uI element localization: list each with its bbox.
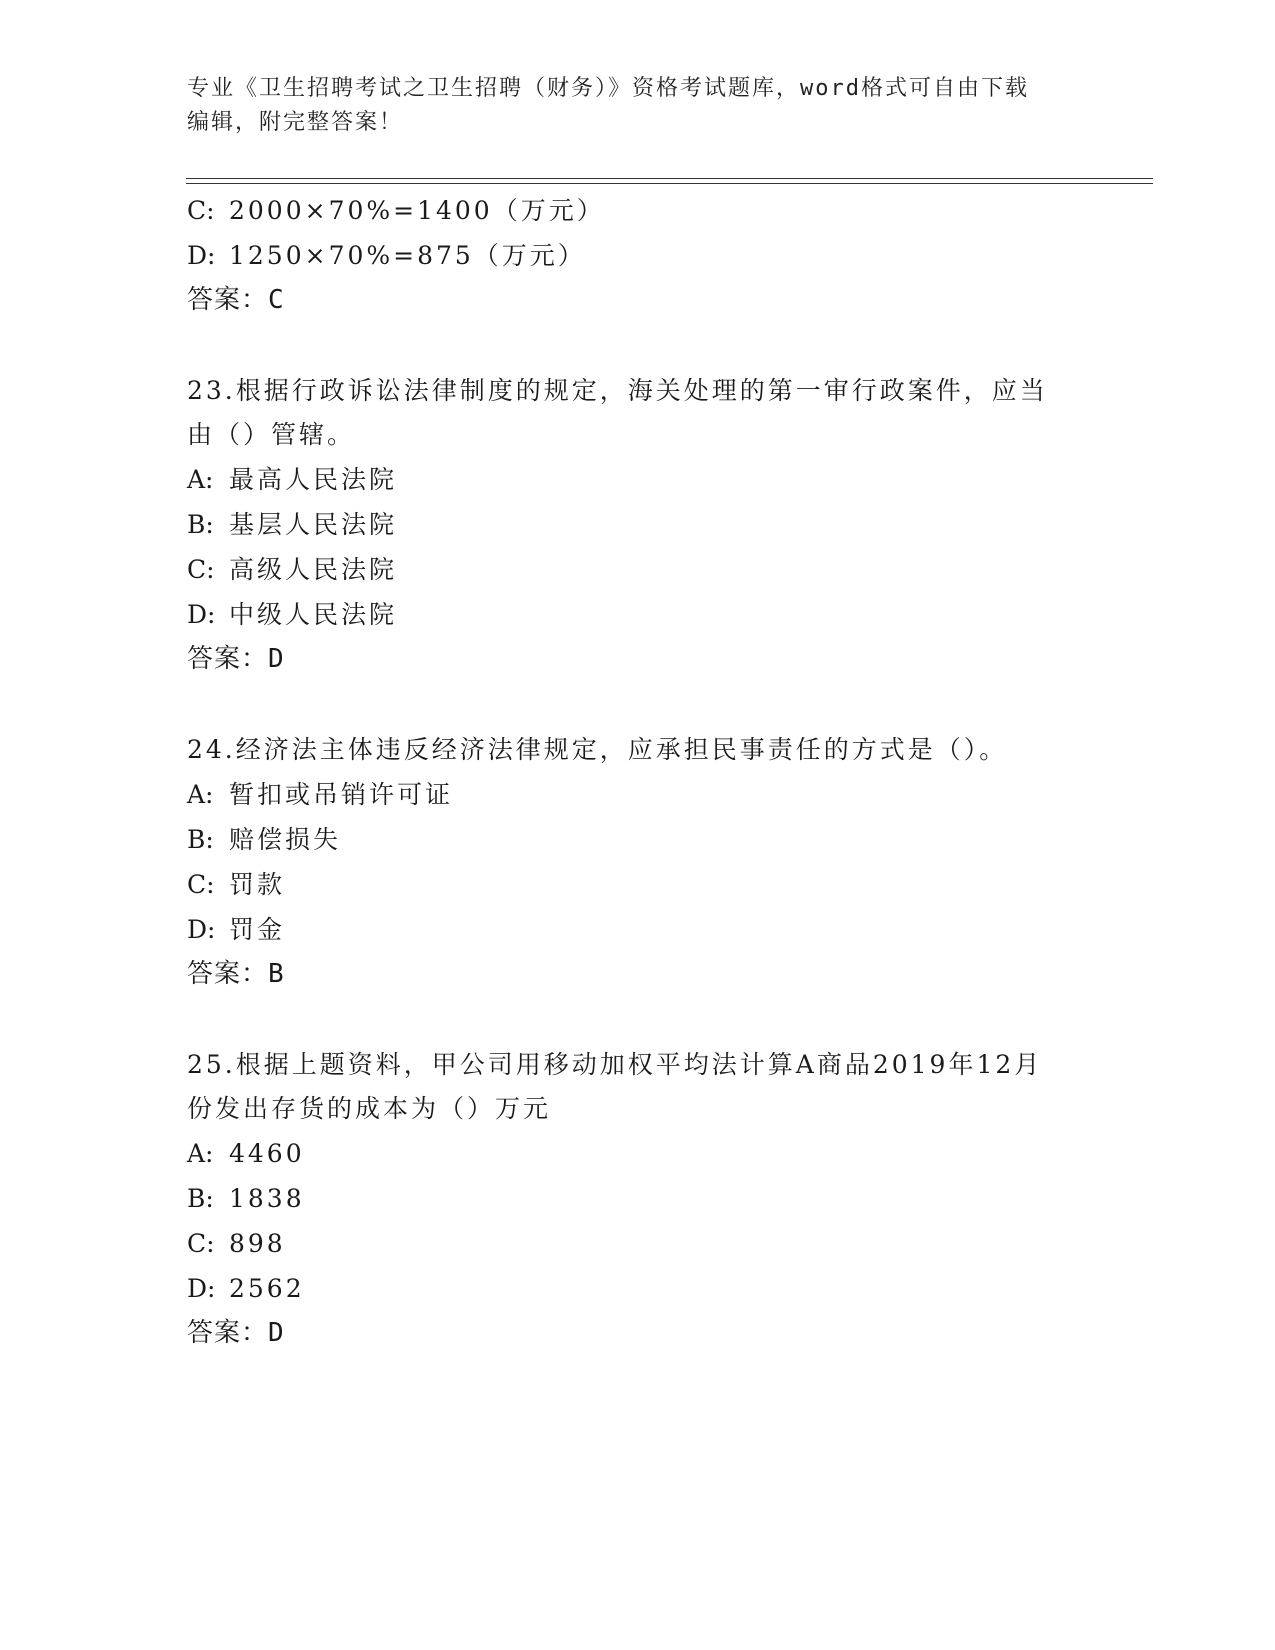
question-stem: [187, 1043, 1067, 1131]
option-text: 2562: [229, 1274, 305, 1303]
answer-line: 答案：D: [187, 1318, 285, 1348]
option-text: 高级人民法院: [229, 555, 398, 584]
header-line-1: 专业《卫生招聘考试之卫生招聘（财务）》资格考试题库，word格式可自由下载: [187, 76, 1029, 101]
option-text: 中级人民法院: [229, 600, 398, 629]
question-text-line-1: 经济法主体违反经济法律规定，应承担民事责任的方式是（）。: [235, 735, 1008, 764]
option-text: 罚金: [229, 915, 286, 944]
option-text: 4460: [229, 1139, 305, 1168]
option-label: C:: [187, 1229, 215, 1258]
option-c: [187, 862, 1087, 907]
option-label: D:: [187, 1274, 216, 1303]
question-text-line-2: 由（）管辖。: [187, 420, 356, 449]
option-text: 暂扣或吊销许可证: [229, 780, 454, 809]
option-a: [187, 772, 1087, 817]
option-label: C:: [187, 555, 215, 584]
option-label: B:: [187, 825, 214, 854]
answer-line: 答案：B: [187, 959, 285, 989]
option-text: 1250×70%=875（万元）: [229, 241, 586, 270]
answer-line: 答案：C: [187, 285, 285, 315]
option-text: 赔偿损失: [229, 825, 342, 854]
option-label: C:: [187, 870, 215, 899]
question-content: [187, 188, 1087, 1402]
option-c: [187, 1221, 1087, 1266]
option-text: 898: [229, 1229, 286, 1258]
option-label: A:: [187, 780, 214, 809]
option-label: C:: [187, 196, 215, 225]
option-a: [187, 1131, 1087, 1176]
option-text: 最高人民法院: [229, 465, 398, 494]
option-label: A:: [187, 1139, 214, 1168]
option-text: 基层人民法院: [229, 510, 398, 539]
header-divider-top: [186, 178, 1153, 179]
option-label: B:: [187, 1184, 214, 1213]
option-label: D:: [187, 241, 216, 270]
option-label: A:: [187, 465, 214, 494]
option-text: 罚款: [229, 870, 286, 899]
question-text-line-1: 根据上题资料，甲公司用移动加权平均法计算A商品2019年12月: [235, 1050, 1043, 1079]
question-text-line-2: 份发出存货的成本为（）万元: [187, 1094, 552, 1123]
question-22-tail: [187, 188, 1087, 323]
option-a: [187, 457, 1087, 502]
question-25: [187, 1043, 1087, 1356]
option-d: [187, 592, 1087, 637]
option-text: 1838: [229, 1184, 305, 1213]
option-label: B:: [187, 510, 214, 539]
option-b: [187, 1176, 1087, 1221]
option-label: D:: [187, 915, 216, 944]
option-label: D:: [187, 600, 216, 629]
question-23: [187, 369, 1087, 682]
question-number: 23.: [187, 376, 236, 405]
question-number: 25.: [187, 1050, 236, 1079]
question-stem: [187, 728, 1067, 772]
header-line-2: 编辑，附完整答案！: [187, 110, 404, 135]
question-24: [187, 728, 1087, 997]
option-d: [187, 233, 1087, 278]
option-b: [187, 817, 1087, 862]
option-d: [187, 1266, 1087, 1311]
question-text-line-1: 根据行政诉讼法律制度的规定，海关处理的第一审行政案件，应当: [235, 376, 1048, 405]
question-number: 24.: [187, 735, 236, 764]
page-header: [187, 72, 1087, 140]
question-stem: [187, 369, 1067, 457]
option-text: 2000×70%=1400（万元）: [229, 196, 605, 225]
header-divider-bottom: [186, 183, 1153, 184]
option-c: [187, 188, 1087, 233]
answer-line: 答案：D: [187, 644, 285, 674]
option-c: [187, 547, 1087, 592]
option-d: [187, 907, 1087, 952]
option-b: [187, 502, 1087, 547]
